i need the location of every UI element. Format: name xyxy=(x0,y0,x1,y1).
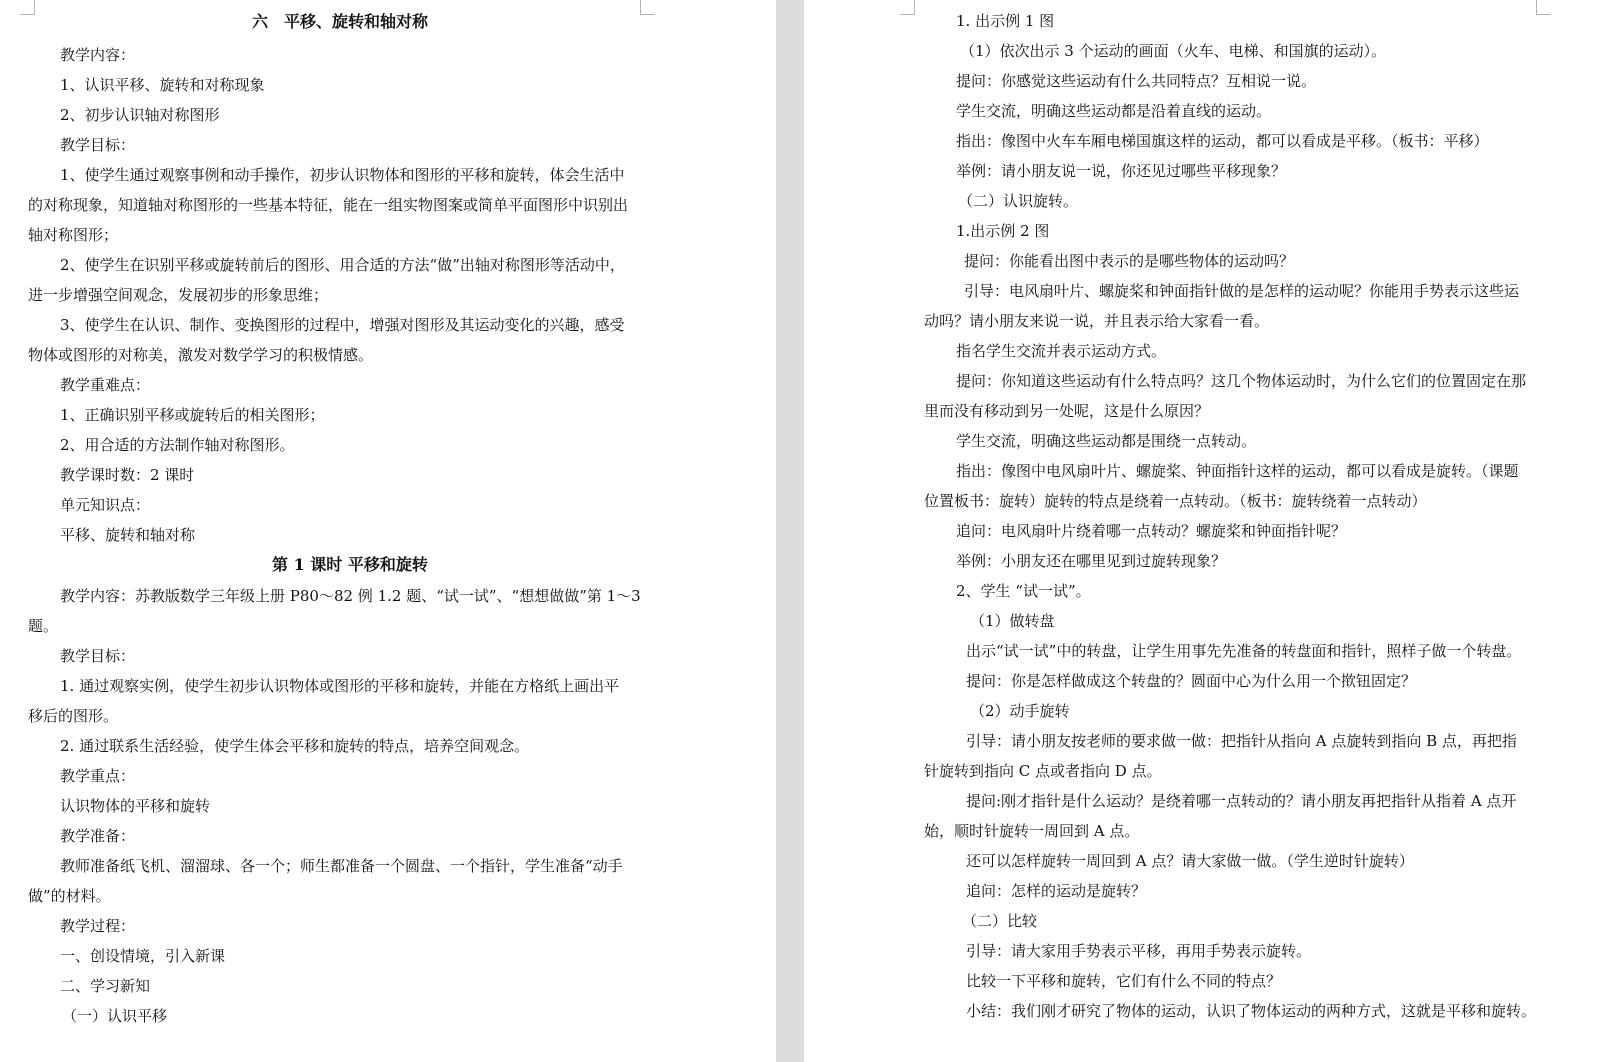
paragraph-line: 进一步增强空间观念，发展初步的形象思维； xyxy=(28,286,329,304)
paragraph-line: 2. 通过联系生活经验，使学生体会平移和旋转的特点，培养空间观念。 xyxy=(60,737,530,755)
paragraph-line: 教学重难点： xyxy=(60,376,151,394)
paragraph-line: 还可以怎样旋转一周回到 A 点？请大家做一做。（学生逆时针旋转） xyxy=(966,852,1414,870)
lesson-title: 第 1 课时 平移和旋转 xyxy=(272,555,428,574)
paragraph-line: 举例：请小朋友说一说，你还见过哪些平移现象？ xyxy=(956,162,1287,180)
paragraph-line: 教学准备： xyxy=(60,827,136,845)
paragraph-line: 认识物体的平移和旋转 xyxy=(60,797,211,815)
paragraph-line: 轴对称图形； xyxy=(28,226,119,244)
paragraph-line: 的对称现象，知道轴对称图形的一些基本特征，能在一组实物图案或简单平面图形中识别出 xyxy=(28,196,629,214)
left-page xyxy=(0,0,776,1062)
paragraph-line: 提问:刚才指针是什么运动？是绕着哪一点转动的？请小朋友再把指针从指着 A 点开 xyxy=(966,792,1517,810)
paragraph-line: 出示“试一试”中的转盘，让学生用事先先准备的转盘面和指针，照样子做一个转盘。 xyxy=(966,642,1522,660)
paragraph-line: 2、使学生在识别平移或旋转前后的图形、用合适的方法“做”出轴对称图形等活动中， xyxy=(60,256,625,274)
paragraph-line: 单元知识点： xyxy=(60,496,151,514)
page-gutter xyxy=(776,0,804,1062)
paragraph-line: （一）认识平移 xyxy=(62,1007,168,1025)
paragraph-line: 教学课时数：2 课时 xyxy=(60,466,195,484)
paragraph-line: 小结：我们刚才研究了物体的运动，认识了物体运动的两种方式，这就是平移和旋转。 xyxy=(966,1002,1537,1020)
paragraph-line: 提问：你是怎样做成这个转盘的？圆面中心为什么用一个揿钮固定？ xyxy=(966,672,1417,690)
paragraph-line: 引导：请大家用手势表示平移，再用手势表示旋转。 xyxy=(966,942,1312,960)
margin-mark-top-left xyxy=(20,0,35,15)
paragraph-line: 教学过程： xyxy=(60,917,136,935)
paragraph-line: 提问：你知道这些运动有什么特点吗？这几个物体运动时，为什么它们的位置固定在那 xyxy=(956,372,1527,390)
paragraph-line: 移后的图形。 xyxy=(28,707,119,725)
paragraph-line: 提问：你感觉这些运动有什么共同特点？互相说一说。 xyxy=(956,72,1317,90)
paragraph-line: 教师准备纸飞机、溜溜球、各一个；师生都准备一个圆盘、一个指针，学生准备“动手 xyxy=(60,857,623,875)
paragraph-line: 追问：怎样的运动是旋转？ xyxy=(966,882,1147,900)
paragraph-line: 1、使学生通过观察事例和动手操作，初步认识物体和图形的平移和旋转，体会生活中 xyxy=(60,166,625,184)
paragraph-line: 教学内容：苏教版数学三年级上册 P80～82 例 1.2 题、“试一试”、“想想做做”第 1～3 xyxy=(60,587,641,605)
paragraph-line: 一、创设情境，引入新课 xyxy=(60,947,226,965)
margin-mark-top-right xyxy=(1536,0,1551,15)
margin-mark-top-left xyxy=(900,0,915,15)
paragraph-line: 里而没有移动到另一处呢，这是什么原因？ xyxy=(924,402,1210,420)
paragraph-line: 追问：电风扇叶片绕着哪一点转动？螺旋桨和钟面指针呢？ xyxy=(956,522,1347,540)
paragraph-line: 比较一下平移和旋转，它们有什么不同的特点？ xyxy=(966,972,1282,990)
paragraph-line: 学生交流，明确这些运动都是围绕一点转动。 xyxy=(956,432,1257,450)
paragraph-line: （2）动手旋转 xyxy=(970,702,1070,720)
paragraph-line: 引导：电风扇叶片、螺旋桨和钟面指针做的是怎样的运动呢？你能用手势表示这些运 xyxy=(964,282,1520,300)
paragraph-line: 指出：像图中电风扇叶片、螺旋桨、钟面指针这样的运动，都可以看成是旋转。（课题 xyxy=(956,462,1519,480)
paragraph-line: 位置板书：旋转）旋转的特点是绕着一点转动。（板书：旋转绕着一点转动） xyxy=(924,492,1427,510)
paragraph-line: 指出：像图中火车车厢电梯国旗这样的运动，都可以看成是平移。（板书：平移） xyxy=(956,132,1489,150)
paragraph-line: 1. 出示例 1 图 xyxy=(956,12,1055,30)
chapter-title: 六 平移、旋转和轴对称 xyxy=(252,12,429,31)
paragraph-line: 针旋转到指向 C 点或者指向 D 点。 xyxy=(924,762,1162,780)
paragraph-line: 1、正确识别平移或旋转后的相关图形； xyxy=(60,406,325,424)
paragraph-line: 1. 通过观察实例，使学生初步认识物体或图形的平移和旋转，并能在方格纸上画出平 xyxy=(60,677,620,695)
paragraph-line: 2、初步认识轴对称图形 xyxy=(60,106,220,124)
paragraph-line: 教学重点： xyxy=(60,767,136,785)
paragraph-line: （二）比较 xyxy=(962,912,1038,930)
paragraph-line: 指名学生交流并表示运动方式。 xyxy=(956,342,1167,360)
paragraph-line: 学生交流，明确这些运动都是沿着直线的运动。 xyxy=(956,102,1272,120)
paragraph-line: 1、认识平移、旋转和对称现象 xyxy=(60,76,265,94)
paragraph-line: 题。 xyxy=(28,617,59,635)
right-page xyxy=(804,0,1598,1062)
paragraph-line: （1）做转盘 xyxy=(970,612,1055,630)
paragraph-line: 2、学生 “试一试”。 xyxy=(956,582,1091,600)
paragraph-line: 教学目标： xyxy=(60,136,136,154)
paragraph-line: 做”的材料。 xyxy=(28,887,111,905)
paragraph-line: 1.出示例 2 图 xyxy=(956,222,1050,240)
paragraph-line: 引导：请小朋友按老师的要求做一做：把指针从指向 A 点旋转到指向 B 点，再把指 xyxy=(966,732,1517,750)
paragraph-line: 平移、旋转和轴对称 xyxy=(60,526,196,544)
paragraph-line: 教学目标： xyxy=(60,647,136,665)
paragraph-line: 3、使学生在认识、制作、变换图形的过程中，增强对图形及其运动变化的兴趣，感受 xyxy=(60,316,625,334)
margin-mark-top-right xyxy=(640,0,655,15)
paragraph-line: （1）依次出示 3 个运动的画面（火车、电梯、和国旗的运动）。 xyxy=(960,42,1387,60)
paragraph-line: 动吗？请小朋友来说一说，并且表示给大家看一看。 xyxy=(924,312,1270,330)
paragraph-line: 始，顺时针旋转一周回到 A 点。 xyxy=(924,822,1140,840)
paragraph-line: 提问：你能看出图中表示的是哪些物体的运动吗？ xyxy=(964,252,1295,270)
paragraph-line: 教学内容： xyxy=(60,46,136,64)
paragraph-line: 二、学习新知 xyxy=(60,977,151,995)
paragraph-line: 2、用合适的方法制作轴对称图形。 xyxy=(60,436,295,454)
paragraph-line: 举例：小朋友还在哪里见到过旋转现象？ xyxy=(956,552,1227,570)
paragraph-line: 物体或图形的对称美，激发对数学学习的积极情感。 xyxy=(28,346,374,364)
paragraph-line: （二）认识旋转。 xyxy=(958,192,1079,210)
